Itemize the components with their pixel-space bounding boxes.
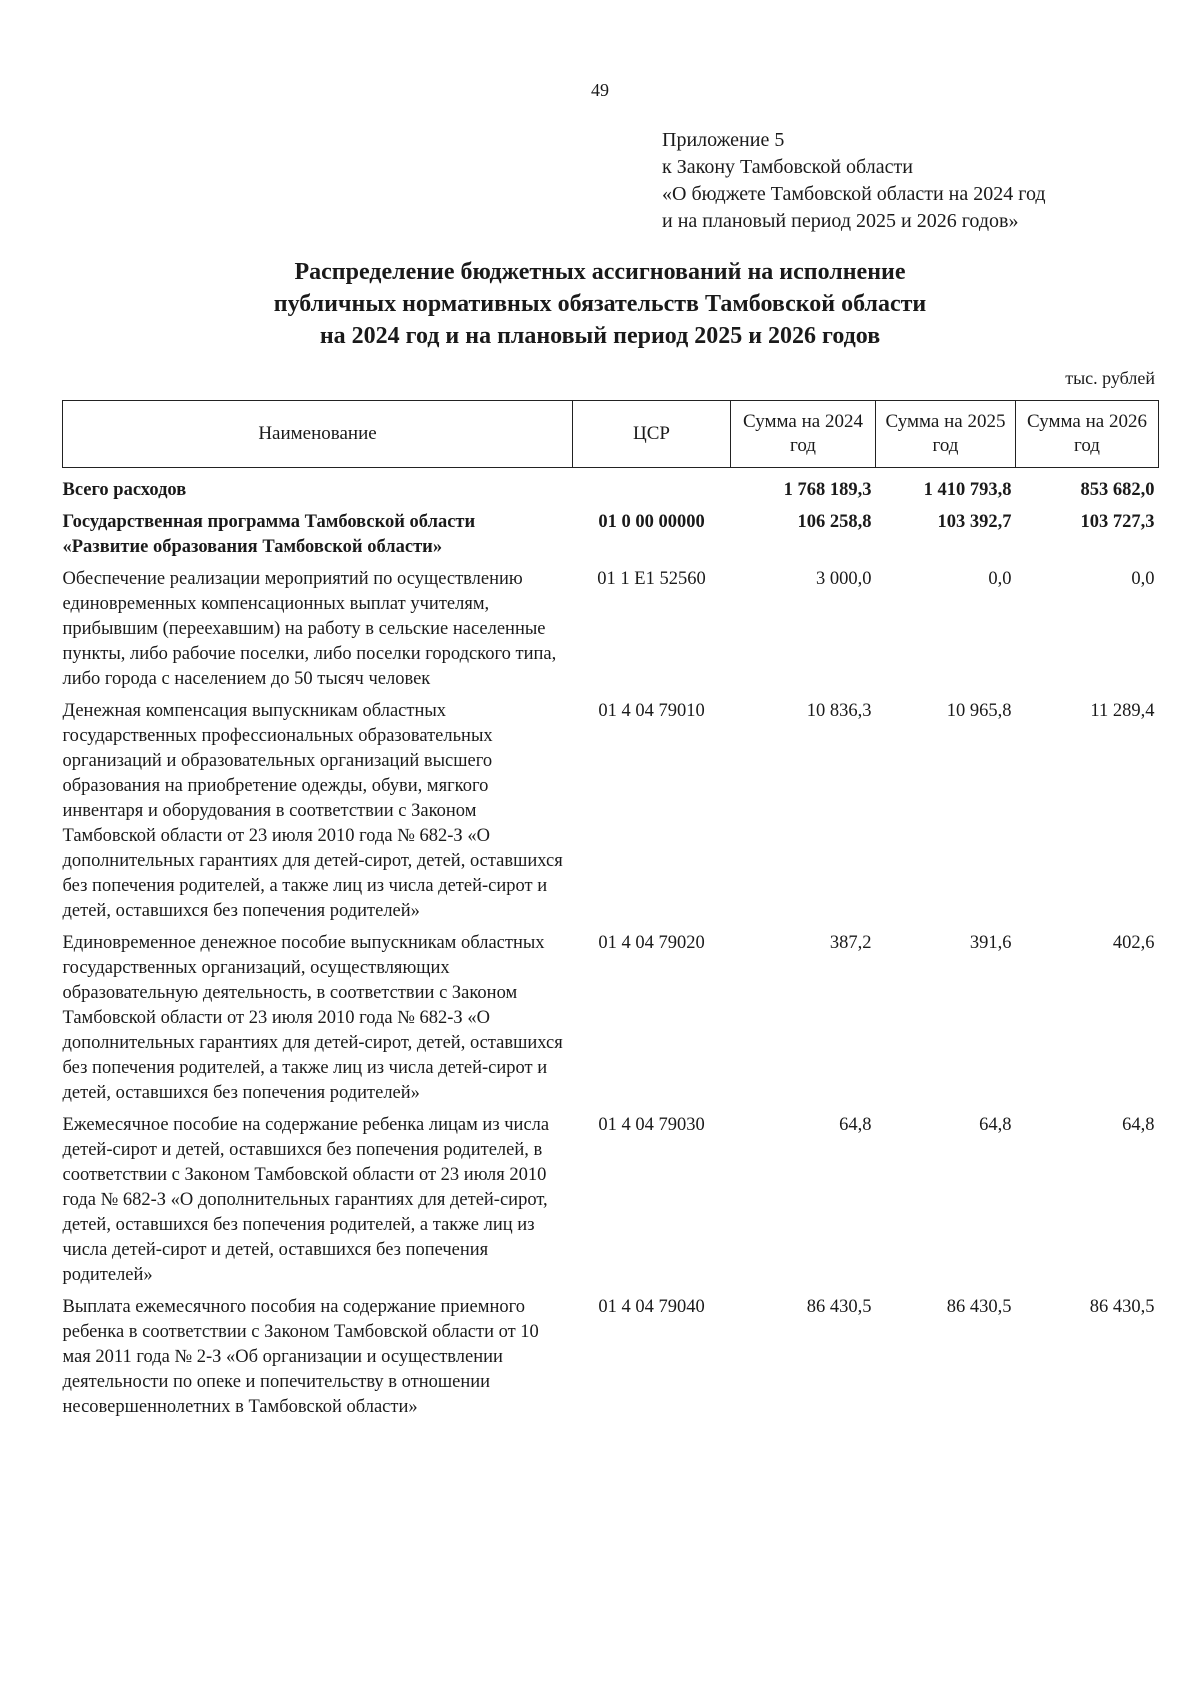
row-name: Выплата ежемесячного пособия на содержание приемного ребенка в соответствии с Законом Тамбовской области от 10 мая 2011 года № 2-З «Об организации и осуществлении деятельности по опеке и попечительству в отношении несовершеннолетних в Тамбовской области»: [62, 1297, 539, 1417]
page-number: 49: [591, 80, 609, 100]
row-csr: 01 4 04 79030: [598, 1115, 705, 1135]
row-sum-2025: 86 430,5: [946, 1297, 1012, 1317]
row-sum-2024: 3 000,0: [816, 569, 872, 589]
row-sum-2024: 387,2: [829, 933, 872, 953]
header-sum-2025: Сумма на 2025 год: [876, 401, 1016, 468]
row-name: Единовременное денежное пособие выпускникам областных государственных организаций, осуществляющих образовательную деятельность, в соответствии с Законом Тамбовской области от 23 июля 2010 года № 682-З «О дополнительных гарантиях для детей-сирот, детей, оставшихся без попечения родителей, а также лиц из числа детей-сирот и детей, оставшихся без попечения родителей»: [62, 933, 563, 1103]
appendix-line: и на плановый период 2025 и 2026 годов»: [662, 210, 1019, 232]
title-line: Распределение бюджетных ассигнований на исполнение: [294, 259, 906, 285]
row-sum-2024: 1 768 189,3: [783, 480, 872, 500]
row-name: Ежемесячное пособие на содержание ребенка лицам из числа детей-сирот и детей, оставшихся без попечения родителей, в соответствии с Законом Тамбовской области от 23 июля 2010 года № 682-З «О дополнительных гарантиях для детей-сирот, детей, оставшихся без попечения родителей, а также лиц из числа детей-сирот и детей, оставшихся без попечения родителей»: [62, 1115, 550, 1285]
row-sum-2025: 10 965,8: [946, 701, 1012, 721]
row-name: Государственная программа Тамбовской области «Развитие образования Тамбовской области»: [62, 512, 476, 557]
units-label: тыс. рублей: [1065, 368, 1155, 388]
row-csr: 01 1 E1 52560: [597, 569, 706, 589]
row-csr: 01 4 04 79010: [598, 701, 705, 721]
row-sum-2026: 402,6: [1112, 933, 1155, 953]
title-line: на 2024 год и на плановый период 2025 и 2026 годов: [319, 323, 881, 349]
row-name: Всего расходов: [62, 480, 187, 500]
row-name: Денежная компенсация выпускникам областных государственных профессиональных образовательных организаций и образовательных организаций высшего образования на приобретение одежды, обуви, мягкого инвентаря и оборудования в соответствии с Законом Тамбовской области от 23 июля 2010 года № 682-З «О дополнительных гарантиях для детей-сирот, детей, оставшихся без попечения родителей, а также лиц из числа детей-сирот и детей, оставшихся без попечения родителей»: [62, 701, 563, 921]
header-name: Наименование: [63, 401, 573, 468]
table-row-total: [63, 478, 1159, 510]
row-csr: 01 4 04 79040: [598, 1297, 705, 1317]
row-sum-2026: 853 682,0: [1080, 480, 1155, 500]
row-csr: 01 0 00 00000: [598, 512, 705, 532]
row-sum-2024: 106 258,8: [797, 512, 872, 532]
row-sum-2025: 0,0: [988, 569, 1012, 589]
row-sum-2025: 1 410 793,8: [923, 480, 1012, 500]
row-sum-2024: 64,8: [839, 1115, 872, 1135]
row-name: Обеспечение реализации мероприятий по осуществлению единовременных компенсационных выплат учителям, прибывшим (переехавшим) на работу в сельские населенные пункты, либо рабочие поселки, либо поселки городского типа, либо города с населением до 50 тысяч человек: [62, 569, 557, 689]
appendix-line: «О бюджете Тамбовской области на 2024 год: [662, 183, 1046, 205]
table-row: [63, 1113, 1159, 1295]
row-sum-2024: 86 430,5: [806, 1297, 872, 1317]
document-title: [60, 256, 1140, 352]
table-row-program: [63, 510, 1159, 567]
row-sum-2026: 0,0: [1131, 569, 1155, 589]
row-sum-2024: 10 836,3: [806, 701, 872, 721]
row-csr: [573, 478, 731, 510]
appendix-reference: [662, 127, 1046, 235]
table-row: [63, 931, 1159, 1113]
header-csr: ЦСР: [573, 401, 731, 468]
appendix-line: Приложение 5: [662, 129, 785, 151]
row-sum-2026: 103 727,3: [1080, 512, 1155, 532]
table-row: [63, 699, 1159, 931]
table-header-row: [63, 401, 1159, 468]
row-sum-2026: 86 430,5: [1089, 1297, 1155, 1317]
header-sum-2024: Сумма на 2024 год: [731, 401, 876, 468]
header-sum-2026: Сумма на 2026 год: [1016, 401, 1159, 468]
row-sum-2025: 391,6: [969, 933, 1012, 953]
table-row: [63, 567, 1159, 699]
table-row: [63, 1295, 1159, 1427]
budget-table: [62, 400, 1159, 1427]
row-sum-2026: 11 289,4: [1090, 701, 1155, 721]
row-sum-2025: 103 392,7: [937, 512, 1012, 532]
row-csr: 01 4 04 79020: [598, 933, 705, 953]
title-line: публичных нормативных обязательств Тамбовской области: [273, 291, 927, 317]
appendix-line: к Закону Тамбовской области: [662, 156, 913, 178]
row-sum-2025: 64,8: [979, 1115, 1012, 1135]
row-sum-2026: 64,8: [1122, 1115, 1155, 1135]
